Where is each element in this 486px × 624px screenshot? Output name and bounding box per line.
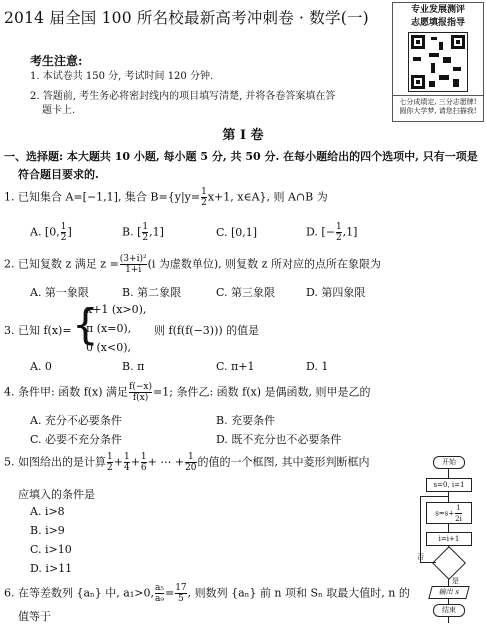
- q3-stem-a: 3. 已知 f(x)=: [4, 324, 72, 337]
- flow-increment: i=i+1: [426, 532, 472, 546]
- q5-option-c[interactable]: C. i>10: [30, 543, 72, 556]
- q3-option-d[interactable]: D. 1: [306, 360, 329, 373]
- flow-decision-diamond: [432, 546, 466, 580]
- section-instruction-cont: 符合题目要求的.: [18, 168, 99, 181]
- q5-stem-cont: 应填入的条件是: [18, 488, 95, 501]
- q6-fraction-1: $\frac{\text{a₅}}{\text{a₉}}$: [154, 583, 164, 604]
- q1-option-b[interactable]: B. [ $\frac{1}{2}$ ,1]: [122, 222, 164, 243]
- flow-start: 开始: [433, 456, 465, 469]
- question-6: 6. 在等差数列 {aₙ} 中, a₁>0, $\frac{\text{a₅}}{\text{a₉}}$ = $\frac{17}{5}$ , 则数列 {aₙ} 前 n 项和 Sₙ 取最大值时, n 的: [4, 583, 410, 604]
- q3-brace: {: [72, 300, 99, 349]
- question-2: 2. 已知复数 z 满足 z = $\frac{\text{(3+i)²}}{1+i}$ (i 为虚数单位), 则复数 z 所对应的点所在象限为: [4, 254, 381, 275]
- q3-case-2: π (x=0),: [86, 322, 132, 335]
- notice-item-1: 1. 本试卷共 150 分, 考试时间 120 分钟.: [30, 71, 214, 82]
- qr-heading-1: 专业发展测评: [410, 5, 465, 15]
- flow-no-label: 否: [417, 553, 424, 561]
- q3-case-3: 0 (x<0),: [86, 341, 131, 354]
- q5-option-d[interactable]: D. i>11: [30, 562, 73, 575]
- q1-stem-a: 1. 已知集合 A=[−1,1], 集合 B={y|y=: [4, 190, 201, 204]
- q2-option-b[interactable]: B. 第二象限: [122, 286, 182, 299]
- flow-output: 输出 s: [428, 586, 469, 599]
- part-heading: 第 Ⅰ 卷: [222, 128, 264, 143]
- q1-stem-b: x+1, x∈A}, 则 A∩B 为: [207, 190, 328, 204]
- q2-option-a[interactable]: A. 第一象限: [30, 286, 89, 299]
- q5-option-b[interactable]: B. i>9: [30, 524, 65, 537]
- qr-heading-2: 志愿填报指导: [410, 18, 465, 28]
- notice-item-2-cont: 题卡上.: [42, 105, 76, 116]
- qr-promo-box: [392, 2, 484, 122]
- q6-fraction-2: $\frac{17}{5}$: [175, 583, 187, 604]
- notice-title: 考生注意:: [30, 54, 83, 68]
- q2-option-c[interactable]: C. 第三象限: [216, 286, 276, 299]
- q4-option-c[interactable]: C. 必要不充分条件: [30, 433, 123, 446]
- question-5: 5. 如图给出的是计算 $\frac{1}{2}$ + $\frac{1}{4}$ + $\frac{1}{6}$ + ⋯ + $\frac{1}{20}$ 的值的一个框图, 其中菱形判断框内: [4, 452, 370, 473]
- q4-option-d[interactable]: D. 既不充分也不必要条件: [216, 433, 342, 446]
- qr-footer-line-2: 圆你大学梦, 请您扫描我!: [399, 107, 477, 115]
- qr-footer: [393, 95, 483, 116]
- q2-option-d[interactable]: D. 第四象限: [306, 286, 366, 299]
- q3-case-1: x+1 (x>0),: [86, 303, 147, 316]
- flow-end: 结束: [433, 604, 465, 617]
- question-1: [4, 187, 328, 208]
- flow-init: s=0, i=1: [426, 478, 472, 492]
- q2-fraction: $\frac{\text{(3+i)²}}{1+i}$: [119, 254, 147, 275]
- section-instruction: 一、选择题: 本大题共 10 小题, 每小题 5 分, 共 50 分. 在每小题给出的四个选项中, 只有一项是: [4, 150, 478, 163]
- notice-item-2: 2. 答题前, 考生务必将密封线内的项目填写清楚, 并将各卷答案填在答: [30, 91, 336, 102]
- flow-yes-label: 是: [452, 577, 459, 585]
- flow-update: s=s+ $\frac{1}{2i}$: [426, 502, 472, 524]
- question-4: 4. 条件甲: 函数 f(x) 满足 $\frac{f(-x)}{f(x)}$ =1; 条件乙: 函数 f(x) 是偶函数, 则甲是乙的: [4, 382, 371, 403]
- q1-option-d[interactable]: D. [− $\frac{1}{2}$ ,1]: [306, 222, 358, 243]
- q1-fraction: $\frac{1}{2}$: [201, 187, 207, 208]
- q4-option-b[interactable]: B. 充要条件: [216, 414, 276, 427]
- q4-fraction: $\frac{f(-x)}{f(x)}$: [129, 382, 153, 403]
- qr-footer-line-1: 七分成绩定, 三分志愿牌!: [399, 98, 477, 106]
- q1-option-a[interactable]: A. [0, $\frac{1}{2}$ ]: [30, 222, 72, 243]
- q1-option-c[interactable]: C. [0,1]: [216, 226, 258, 239]
- q4-option-a[interactable]: A. 充分不必要条件: [30, 414, 122, 427]
- q5-option-a[interactable]: A. i>8: [30, 505, 65, 518]
- q3-stem-b: 则 f(f(f(−3))) 的值是: [154, 324, 260, 337]
- q3-option-c[interactable]: C. π+1: [216, 360, 255, 373]
- page-title: 2014 届全国 100 所名校最新高考冲刺卷 · 数学(一): [4, 9, 369, 27]
- qr-code-icon[interactable]: [408, 32, 468, 92]
- q3-option-a[interactable]: A. 0: [30, 360, 52, 373]
- q6-stem-cont: 值等于: [18, 610, 51, 623]
- q3-option-b[interactable]: B. π: [122, 360, 145, 373]
